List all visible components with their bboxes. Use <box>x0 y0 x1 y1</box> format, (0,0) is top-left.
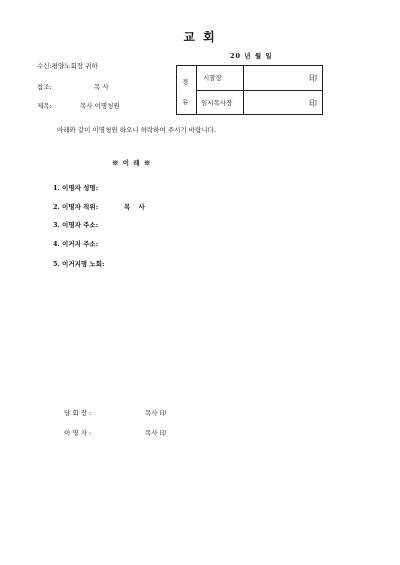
item-destination-address: 4. 이거지 주소: <box>53 240 99 248</box>
seal-mark: 印 <box>309 74 317 83</box>
subject-value: 목사 이명청원 <box>80 102 120 110</box>
item-transferee-name: 1. 이명자 성명: <box>53 184 99 192</box>
signature-label-transferee: 이 명 자 : <box>64 429 92 437</box>
item-transferee-address: 3. 이명자 주소: <box>53 221 99 229</box>
approval-role-inspector: 시찰장 <box>203 74 222 82</box>
item-transferee-position: 2. 이명자 직위: <box>53 203 99 211</box>
request-body-text: 아래와 같이 이명청원 하오니 허락하여 주시기 바랍니다. <box>57 126 216 134</box>
signature-value-moderator: 목사 印 <box>145 409 167 417</box>
section-heading: ※ 이 래 ※ <box>112 159 152 167</box>
subject-label: 제목: <box>37 102 52 110</box>
signature-value-transferee: 목사 印 <box>145 429 167 437</box>
approval-side-label-bottom: 유 <box>182 98 189 106</box>
approval-row-divider <box>196 90 322 91</box>
reference-value: 목 사 <box>94 83 109 91</box>
item-destination-presbytery: 5. 이거지명 노회: <box>53 260 105 268</box>
date-line: 20 년 월 일 <box>230 52 273 60</box>
approval-box <box>176 65 323 115</box>
item-transferee-position-value: 목 사 <box>124 203 148 211</box>
document-title: 교 회 <box>183 30 217 44</box>
signature-label-moderator: 당 회 장 : <box>64 409 92 417</box>
approval-side-label-top: 경 <box>182 78 189 86</box>
recipient-line: 수신:평양노회장 귀하 <box>37 62 98 70</box>
approval-role-temp-pastor: 임시목사장 <box>201 99 233 107</box>
reference-label: 참조: <box>37 83 52 91</box>
seal-mark: 印 <box>309 99 317 108</box>
